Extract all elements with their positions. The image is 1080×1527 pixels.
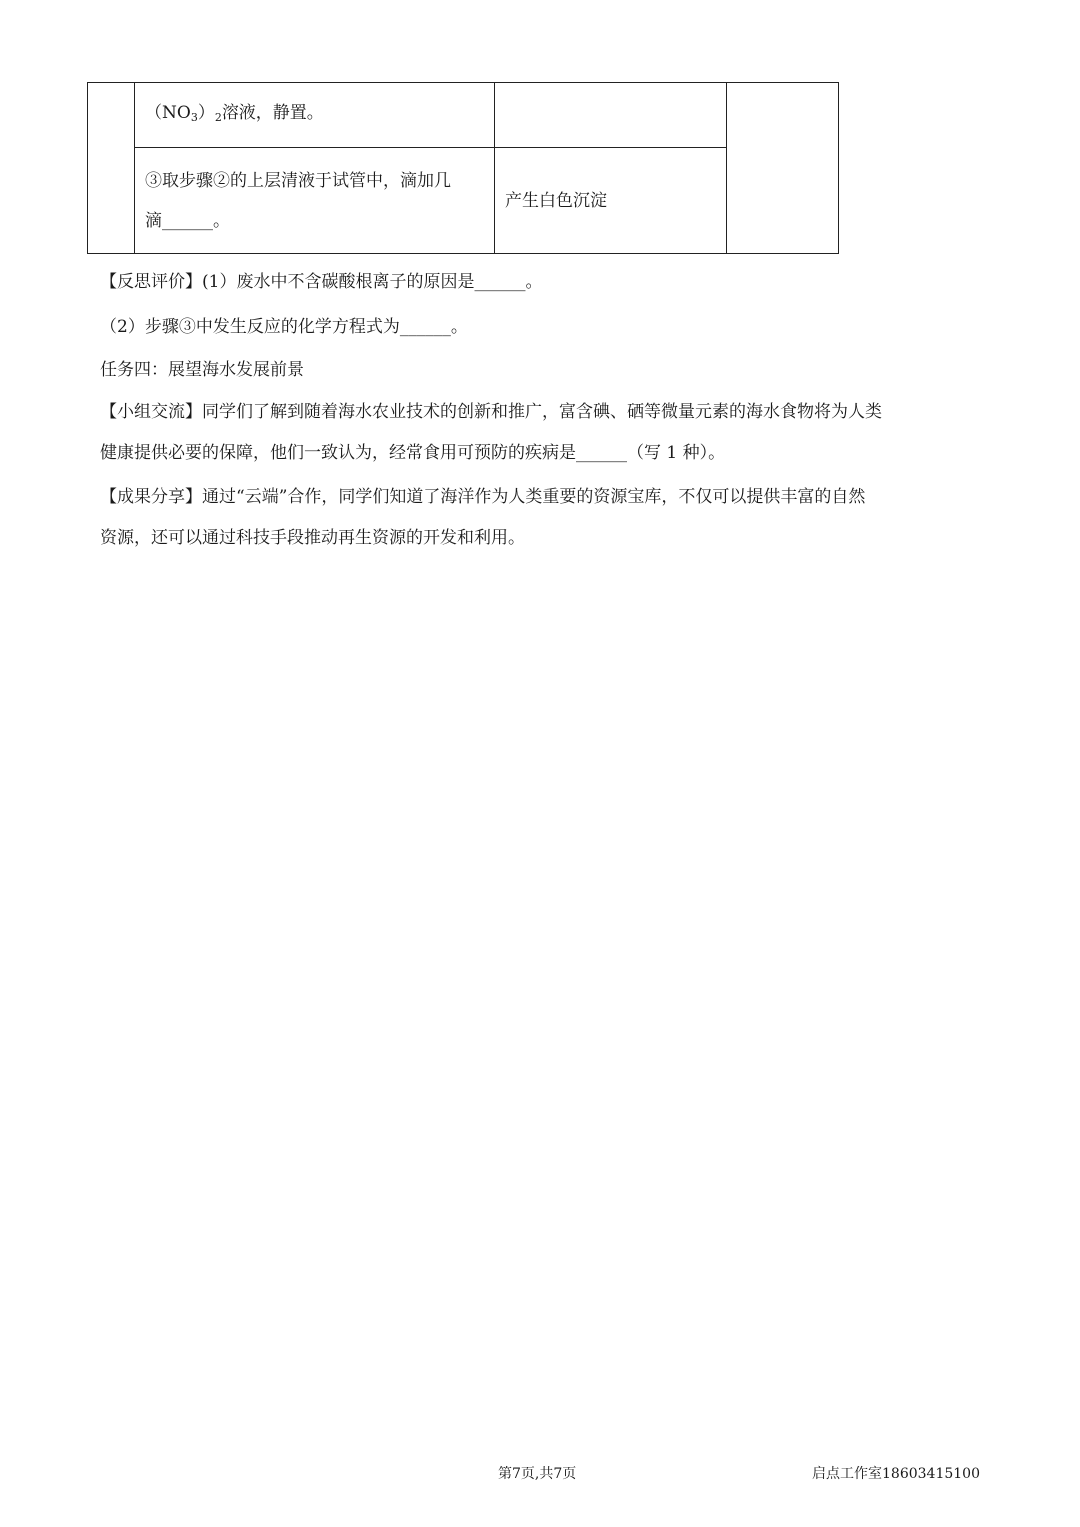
subscript: 2 (214, 110, 222, 124)
studio-credit: 启点工作室18603415100 (812, 1466, 980, 1482)
subscript: 3 (190, 110, 198, 124)
table-row (88, 148, 839, 254)
operation-text: （NO (145, 102, 191, 123)
task-heading: 任务四：展望海水发展前景 (100, 360, 304, 380)
group-line-1: 【小组交流】同学们了解到随着海水农业技术的创新和推广，富含碘、硒等微量元素的海水食物将为人类 (100, 402, 882, 422)
page-number: 第7页,共7页 (498, 1466, 577, 1482)
table-cell-operation (135, 148, 495, 254)
table-cell-conclusion (727, 83, 839, 254)
phenomenon-text: 产生白色沉淀 (505, 190, 607, 211)
share-line-2: 资源，还可以通过科技手段推动再生资源的开发和利用。 (100, 528, 525, 548)
group-line-2: 健康提供必要的保障，他们一致认为，经常食用可预防的疾病是______（写 1 种）。 (100, 443, 726, 463)
table-cell-phenomenon (495, 148, 727, 254)
operation-text: 溶液，静置。 (221, 102, 324, 123)
reflection-line-1: 【反思评价】(1）废水中不含碳酸根离子的原因是______。 (100, 272, 543, 292)
share-line-1: 【成果分享】通过“云端”合作，同学们知道了海洋作为人类重要的资源宝库，不仅可以提供丰富的自然 (100, 487, 866, 507)
table-row (88, 83, 839, 148)
table-cell-operation (135, 83, 495, 148)
operation-text: ） (197, 102, 215, 123)
experiment-table (87, 82, 839, 254)
table-cell-step-label (88, 83, 135, 254)
operation-line: ③取步骤②的上层清液于试管中，滴加几 (145, 170, 451, 191)
table-cell-phenomenon (495, 83, 727, 148)
operation-line: 滴______。 (145, 210, 230, 231)
reflection-line-2: （2）步骤③中发生反应的化学方程式为______。 (100, 317, 468, 337)
